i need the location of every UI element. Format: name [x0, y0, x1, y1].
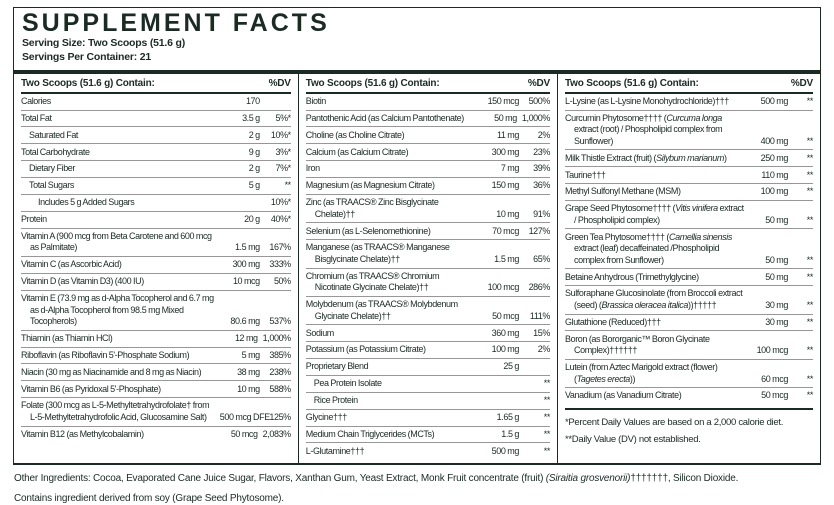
ingredient-dv: 333% — [269, 259, 291, 270]
dv-header-label: %DV — [790, 77, 813, 89]
table-row — [306, 239, 550, 267]
ingredient-dv: 286% — [528, 282, 550, 293]
ingredient-name: Potassium (as Potassium Citrate) — [305, 344, 426, 355]
latin-name: Tagetes erecta — [576, 373, 630, 384]
ingredient-dv: ** — [806, 254, 813, 265]
ingredient-dv: 588% — [269, 383, 291, 394]
ingredient-dv: 23% — [533, 146, 550, 157]
ingredient-name — [565, 203, 744, 226]
ingredient-name: Zinc (as TRAACS® Zinc Bisglycinate Chelate)†† — [305, 197, 439, 219]
column-header — [21, 74, 291, 94]
ingredient-amount: 1.5 mg — [234, 242, 260, 253]
table-row — [306, 442, 550, 459]
name-text: Milk Thistle Extract (fruit) ( — [565, 152, 657, 163]
ingredient-amount: 1.65 g — [496, 411, 519, 422]
ingredient-name: Biotin — [305, 95, 326, 106]
ingredient-amount: 150 mg — [491, 180, 519, 191]
ingredient-name: Protein — [21, 214, 47, 225]
footnote: *Percent Daily Values are based on a 2,000 calorie diet. — [565, 417, 784, 429]
footnote: **Daily Value (DV) not established. — [565, 434, 701, 446]
ingredient-name: Dietary Fiber — [29, 163, 76, 174]
ingredient-dv: ** — [806, 316, 813, 327]
serving-size: Serving Size: Two Scoops (51.6 g) — [22, 37, 185, 49]
table-row — [21, 160, 291, 177]
table-row — [21, 347, 291, 364]
ingredient-amount: 400 mg — [760, 135, 788, 146]
ingredient-amount: 10 mcg — [232, 276, 260, 287]
ingredient-name: Proprietary Blend — [305, 361, 369, 372]
ingredient-amount: 25 g — [503, 361, 519, 372]
table-row — [306, 143, 550, 160]
ingredient-amount: 500 mg — [760, 95, 788, 106]
ingredient-name: Vitamin E (73.9 mg as d-Alpha Tocopherol and 6.7 mg as d-Alpha Tocopherol from 98.5 mg Mixed Tocopherols) — [21, 293, 214, 327]
table-row — [306, 94, 550, 110]
ingredient-dv: ** — [806, 95, 813, 106]
ingredient-dv: 39% — [533, 163, 550, 174]
ingredient-amount: 38 mg — [237, 366, 260, 377]
ingredient-amount: 300 mg — [491, 146, 519, 157]
ingredient-dv: ** — [543, 378, 550, 389]
table-row — [21, 143, 291, 160]
ingredient-amount: 5 g — [248, 180, 260, 191]
ingredient-dv: 111% — [529, 310, 550, 321]
table-row — [306, 126, 550, 143]
table-row — [21, 177, 291, 194]
table-row — [306, 409, 550, 426]
ingredient-dv: 127% — [528, 225, 550, 236]
ingredient-amount: 80.6 mg — [230, 316, 260, 327]
ingredient-dv: 5%* — [275, 112, 291, 123]
ingredient-name — [565, 153, 744, 165]
ingredient-amount: 10 mg — [237, 383, 260, 394]
ingredient-dv: 238% — [269, 366, 291, 377]
ingredient-name: Iron — [305, 163, 320, 174]
ingredient-name: L-Lysine (as L-Lysine Monohydrochloride)††† — [565, 95, 729, 106]
ingredient-name: Taurine††† — [565, 169, 606, 180]
table-row — [565, 149, 813, 166]
table-row — [21, 228, 291, 256]
ingredient-dv: ** — [806, 152, 813, 163]
ingredient-dv: 2% — [537, 129, 550, 140]
name-text: )) — [629, 373, 636, 384]
name-text: Lutein (from Aztec Marigold extract (flower) ( — [565, 362, 718, 384]
ingredient-amount: 50 mg — [765, 254, 788, 265]
ingredient-name: Selenium (as L-Selenomethionine) — [305, 225, 431, 236]
ingredient-name: Saturated Fat — [29, 129, 79, 140]
ingredient-amount: 170 — [245, 95, 260, 106]
dv-header-label: %DV — [268, 77, 291, 89]
ingredient-dv: 50% — [273, 276, 291, 287]
table-row — [306, 341, 550, 358]
ingredient-dv: ** — [806, 299, 813, 310]
ingredient-amount: 50 mg — [765, 214, 788, 225]
ingredient-name — [565, 362, 744, 385]
ingredient-name: Vitamin D (as Vitamin D3) (400 IU) — [21, 276, 144, 287]
ingredient-dv: ** — [806, 271, 813, 282]
ingredient-name: Glutathione (Reduced)††† — [565, 316, 661, 327]
ingredient-amount: 11 mg — [496, 129, 519, 140]
ingredient-name: Includes 5 g Added Sugars — [38, 197, 135, 208]
ingredient-name: L-Glutamine††† — [305, 445, 365, 456]
table-row — [565, 268, 813, 285]
ingredient-name: Vitamin C (as Ascorbic Acid) — [21, 259, 122, 270]
ingredient-name: Glycine††† — [305, 411, 347, 422]
column-header-label: Two Scoops (51.6 g) Contain: — [305, 77, 440, 89]
ingredient-name — [565, 113, 744, 148]
ingredient-dv: 3%* — [275, 146, 291, 157]
name-text: †††††††, Silicon Dioxide. — [630, 473, 739, 485]
ingredient-amount: 100 mcg — [487, 282, 519, 293]
ingredient-dv: 1,000% — [521, 112, 550, 123]
ingredient-name: Total Fat — [21, 112, 52, 123]
ingredient-name: Pantothenic Acid (as Calcium Pantothenate) — [305, 112, 464, 123]
table-row — [306, 268, 550, 296]
ingredient-dv: 15% — [533, 327, 550, 338]
table-row — [21, 330, 291, 347]
ingredient-dv: 1,000% — [262, 332, 291, 343]
table-row — [21, 94, 291, 110]
other-ingredients — [14, 473, 820, 486]
ingredient-amount: 9 g — [248, 146, 260, 157]
ingredient-dv: 40%* — [270, 214, 291, 225]
ingredient-name: Choline (as Choline Citrate) — [305, 129, 405, 140]
ingredient-amount: 50 mg — [494, 112, 517, 123]
ingredient-amount: 60 mcg — [761, 373, 788, 384]
ingredient-amount: 20 g — [244, 214, 260, 225]
ingredient-dv: ** — [806, 345, 813, 356]
ingredient-dv: 65% — [533, 253, 550, 264]
facts-column-1 — [14, 74, 298, 464]
table-row — [306, 392, 550, 409]
table-row — [306, 324, 550, 341]
latin-name: (Siraitia grosvenorii) — [545, 473, 631, 485]
ingredient-name: Thiamin (as Thiamin HCl) — [21, 332, 113, 343]
ingredient-name: Total Carbohydrate — [21, 146, 90, 157]
ingredient-name: Pea Protein Isolate — [313, 378, 382, 389]
table-row — [565, 183, 813, 200]
ingredient-amount: 50 mg — [765, 271, 788, 282]
ingredient-amount: 150 mcg — [487, 95, 519, 106]
label-footer — [0, 465, 834, 505]
ingredient-name: Vitamin B6 (as Pyridoxal 5'-Phosphate) — [21, 383, 161, 394]
table-row — [21, 363, 291, 380]
table-row — [565, 166, 813, 183]
ingredient-amount: 100 mg — [491, 344, 519, 355]
page-title: SUPPLEMENT FACTS — [22, 9, 330, 37]
dv-header-label: %DV — [527, 77, 550, 89]
table-row — [306, 222, 550, 239]
ingredient-amount: 5 mg — [241, 349, 260, 360]
soy-note: Contains ingredient derived from soy (Grape Seed Phytosome). — [14, 492, 284, 504]
name-text: Grape Seed Phytosome†††† ( — [565, 203, 676, 214]
table-row — [306, 358, 550, 375]
label-header — [14, 8, 820, 70]
ingredient-name — [565, 232, 744, 267]
ingredient-dv: 2,083% — [262, 428, 291, 439]
table-row — [306, 177, 550, 194]
ingredient-amount: 2 g — [248, 163, 260, 174]
ingredient-name: Molybdenum (as TRAACS® Molybdenum Glycinate Chelate)†† — [305, 299, 458, 321]
ingredient-dv: ** — [806, 169, 813, 180]
ingredient-amount: 10 mg — [496, 208, 519, 219]
ingredient-dv: 91% — [533, 208, 550, 219]
ingredient-dv: 125% — [269, 411, 291, 422]
ingredient-name: Manganese (as TRAACS® Manganese Bisglycinate Chelate)†† — [305, 242, 450, 264]
ingredient-amount: 300 mg — [232, 259, 260, 270]
ingredient-amount: 3.5 g — [242, 112, 260, 123]
ingredient-name: Vanadium (as Vanadium Citrate) — [565, 390, 682, 401]
latin-name: Camellia sinensis — [669, 231, 732, 242]
ingredient-amount: 2 g — [248, 129, 260, 140]
ingredient-name: Calcium (as Calcium Citrate) — [305, 146, 409, 157]
latin-name: Curcuma longa — [666, 112, 722, 123]
ingredient-name: Betaine Anhydrous (Trimethylglycine) — [565, 271, 699, 282]
ingredient-dv: ** — [543, 395, 550, 406]
table-row — [306, 110, 550, 127]
ingredient-amount: 250 mg — [760, 152, 788, 163]
ingredient-name: Medium Chain Triglycerides (MCTs) — [305, 428, 435, 439]
ingredient-dv: 10%* — [270, 197, 291, 208]
ingredient-amount: 50 mcg — [492, 310, 519, 321]
ingredient-amount: 1.5 mg — [494, 253, 519, 264]
ingredient-name: Calories — [21, 95, 51, 106]
table-row — [306, 296, 550, 324]
ingredient-name: Boron (as Bororganic™ Boron Glycinate Complex)†††††† — [565, 333, 710, 356]
ingredient-name: Chromium (as TRAACS® Chromium Nicotinate Glycinate Chelate)†† — [305, 270, 440, 293]
column-header — [306, 74, 550, 94]
name-text: Green Tea Phytosome†††† ( — [565, 231, 670, 242]
ingredient-amount: 1.5 g — [501, 428, 519, 439]
latin-name: Vitis vinifera — [675, 203, 718, 214]
ingredient-dv: 36% — [533, 180, 550, 191]
ingredient-name: Vitamin A (900 mcg from Beta Carotene and 600 mcg as Palmitate) — [21, 230, 212, 253]
ingredient-dv: ** — [806, 373, 813, 384]
ingredient-amount: 12 mg — [234, 332, 258, 343]
table-row — [306, 375, 550, 392]
table-row — [21, 397, 291, 425]
ingredient-dv: 385% — [269, 349, 291, 360]
table-row — [21, 290, 291, 330]
ingredient-dv: 500% — [528, 95, 550, 106]
table-row — [306, 426, 550, 443]
column-header — [565, 74, 813, 94]
ingredient-dv: 2% — [537, 344, 550, 355]
ingredient-name: Folate (300 mcg as L-5-Methyltetrahydrofolate† from L-5-Methyltetrahydrofolic Acid, Glucosamine Salt) — [21, 400, 210, 422]
table-row — [565, 387, 813, 404]
ingredient-amount: 110 mg — [761, 169, 788, 180]
table-row — [565, 228, 813, 268]
table-row — [21, 256, 291, 273]
ingredient-amount: 7 mg — [500, 163, 519, 174]
ingredient-dv: ** — [806, 135, 813, 146]
table-row — [565, 359, 813, 387]
ingredient-amount: 100 mg — [760, 186, 788, 197]
table-row — [21, 126, 291, 143]
table-row — [565, 110, 813, 150]
ingredient-name: Sodium — [305, 327, 334, 338]
ingredient-dv: 7%* — [275, 163, 291, 174]
ingredient-dv: 10%* — [270, 129, 291, 140]
name-text: ) — [723, 152, 727, 163]
table-row — [21, 380, 291, 397]
ingredient-dv: ** — [543, 445, 550, 456]
ingredient-name: Methyl Sulfonyl Methane (MSM) — [565, 186, 681, 197]
name-text: extract (leaf) decaffeinated /Phospholipid complex from Sunflower) — [574, 243, 720, 265]
name-text: extract / Phospholipid complex) — [574, 203, 744, 225]
ingredient-name — [565, 288, 744, 311]
ingredient-dv: ** — [806, 214, 813, 225]
table-row — [306, 160, 550, 177]
facts-columns — [14, 70, 820, 464]
ingredient-dv: 167% — [269, 242, 291, 253]
ingredient-amount: 100 mcg — [756, 345, 788, 356]
latin-name: Silybum marianum — [656, 152, 724, 163]
supplement-facts-label — [13, 7, 821, 465]
ingredient-dv: ** — [543, 428, 550, 439]
table-row — [21, 194, 291, 211]
ingredient-amount: 70 mcg — [492, 225, 519, 236]
table-row — [21, 110, 291, 127]
ingredient-name: Magnesium (as Magnesium Citrate) — [305, 180, 435, 191]
name-text: Sulforaphane Glucosinolate (from Broccoli extract (seed) ( — [565, 288, 743, 310]
ingredient-dv: ** — [543, 411, 550, 422]
latin-name: Brassica oleracea italica — [601, 299, 688, 310]
ingredient-amount: 30 mg — [765, 299, 788, 310]
facts-column-3 — [557, 74, 820, 464]
table-row — [565, 314, 813, 331]
table-row — [306, 194, 550, 222]
ingredient-amount: 360 mg — [491, 327, 519, 338]
name-text: extract (root) / Phospholipid complex from Sunflower) — [574, 124, 723, 146]
ingredient-name: Riboflavin (as Riboflavin 5'-Phosphate Sodium) — [21, 349, 190, 360]
facts-column-2 — [298, 74, 557, 464]
table-row — [21, 273, 291, 290]
column-header-label: Two Scoops (51.6 g) Contain: — [565, 77, 699, 89]
ingredient-dv: ** — [806, 390, 813, 401]
ingredient-dv: ** — [806, 186, 813, 197]
name-text: Curcumin Phytosome†††† ( — [565, 112, 667, 123]
table-row — [565, 330, 813, 358]
dv-footnotes — [565, 408, 813, 448]
ingredient-name: Vitamin B12 (as Methylcobalamin) — [21, 428, 144, 439]
name-text: Other Ingredients: Cocoa, Evaporated Cane Juice Sugar, Flavors, Xanthan Gum, Yeast Extract, Monk Fruit concentrate (fruit) — [14, 473, 546, 485]
servings-per-container: Servings Per Container: 21 — [22, 50, 152, 63]
table-row — [21, 426, 291, 443]
column-header-label: Two Scoops (51.6 g) Contain: — [21, 77, 155, 89]
table-row — [565, 94, 813, 110]
ingredient-name: Niacin (30 mg as Niacinamide and 8 mg as Niacin) — [21, 366, 202, 377]
table-row — [565, 285, 813, 313]
ingredient-amount: 50 mcg — [761, 390, 788, 401]
table-row — [565, 200, 813, 228]
ingredient-amount: 50 mcg — [230, 428, 258, 439]
ingredient-name: Rice Protein — [313, 395, 358, 406]
name-text: ))††††† — [687, 299, 717, 310]
ingredient-name: Total Sugars — [29, 180, 74, 191]
ingredient-amount: 500 mg — [491, 445, 519, 456]
ingredient-amount: 500 mcg DFE — [219, 411, 270, 422]
table-row — [21, 211, 291, 228]
ingredient-dv: ** — [284, 180, 291, 191]
ingredient-amount: 30 mg — [765, 316, 788, 327]
ingredient-dv: 537% — [269, 316, 291, 327]
